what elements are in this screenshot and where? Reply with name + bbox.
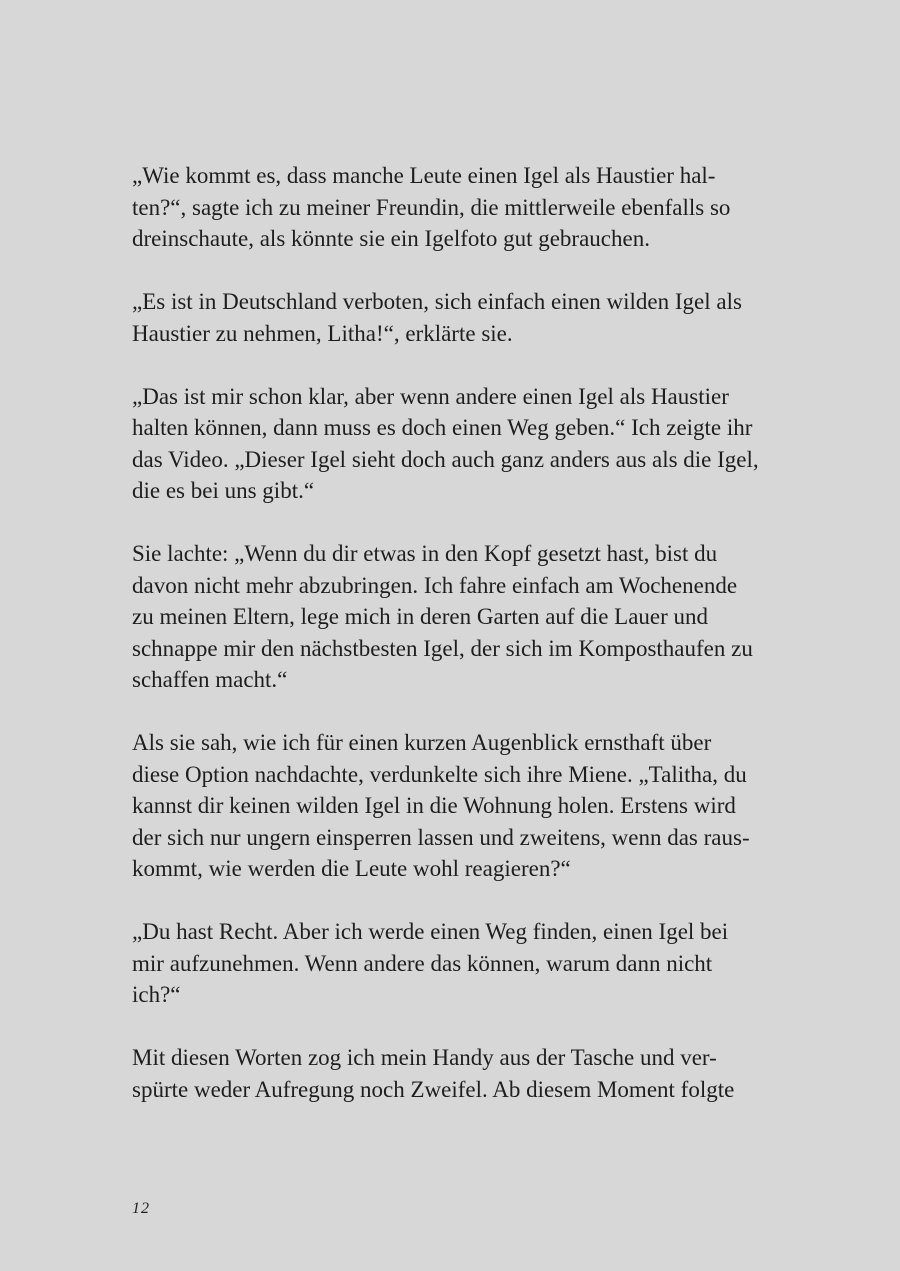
paragraph bbox=[132, 286, 772, 349]
text-line: mir aufzunehmen. Wenn andere das können, warum dann nicht bbox=[132, 950, 713, 976]
text-line: schnappe mir den nächstbesten Igel, der sich im Komposthaufen zu bbox=[132, 635, 753, 661]
text-line: Haustier zu nehmen, Litha!“, erklärte sie. bbox=[132, 320, 513, 346]
text-line: dreinschaute, als könnte sie ein Igelfoto gut gebrauchen. bbox=[132, 226, 650, 251]
text-line: der sich nur ungern einsperren lassen und zweitens, wenn das raus- bbox=[132, 824, 750, 850]
paragraph bbox=[132, 727, 772, 885]
text-line: die es bei uns gibt.“ bbox=[132, 478, 315, 503]
text-line: ten?“, sagte ich zu meiner Freundin, die mittlerweile ebenfalls so bbox=[132, 194, 731, 220]
paragraph bbox=[132, 538, 772, 696]
text-line: „Wie kommt es, dass manche Leute einen Igel als Haustier hal- bbox=[132, 163, 716, 188]
text-line: das Video. „Dieser Igel sieht doch auch ganz anders aus als die Igel, bbox=[132, 446, 759, 472]
text-line: Sie lachte: „Wenn du dir etwas in den Kopf gesetzt hast, bist du bbox=[132, 541, 718, 566]
text-line: „Es ist in Deutschland verboten, sich einfach einen wilden Igel als bbox=[132, 289, 742, 314]
paragraph bbox=[132, 160, 772, 255]
text-line: kannst dir keinen wilden Igel in die Wohnung holen. Erstens wird bbox=[132, 793, 736, 818]
page-number: 12 bbox=[132, 1200, 150, 1217]
text-line: „Das ist mir schon klar, aber wenn andere einen Igel als Haustier bbox=[132, 383, 729, 409]
text-line: diese Option nachdachte, verdunkelte sich ihre Miene. „Talitha, du bbox=[132, 761, 747, 787]
paragraph bbox=[132, 381, 772, 507]
text-line: ich?“ bbox=[132, 982, 181, 1007]
paragraph bbox=[132, 1042, 772, 1105]
text-line: kommt, wie werden die Leute wohl reagieren?“ bbox=[132, 856, 571, 881]
text-line: zu meinen Eltern, lege mich in deren Garten auf die Lauer und bbox=[132, 604, 709, 629]
text-line: spürte weder Aufregung noch Zweifel. Ab diesem Moment folgte bbox=[132, 1076, 735, 1102]
text-line: „Du hast Recht. Aber ich werde einen Weg finden, einen Igel bei bbox=[132, 919, 729, 944]
text-line: halten können, dann muss es doch einen Weg geben.“ Ich zeigte ihr bbox=[132, 415, 753, 440]
paragraph bbox=[132, 916, 772, 1011]
text-line: schaffen macht.“ bbox=[132, 667, 288, 692]
text-line: Mit diesen Worten zog ich mein Handy aus der Tasche und ver- bbox=[132, 1045, 717, 1070]
body-text bbox=[132, 160, 772, 1137]
text-line: davon nicht mehr abzubringen. Ich fahre einfach am Wochenende bbox=[132, 572, 738, 598]
text-line: Als sie sah, wie ich für einen kurzen Augenblick ernsthaft über bbox=[132, 730, 712, 755]
